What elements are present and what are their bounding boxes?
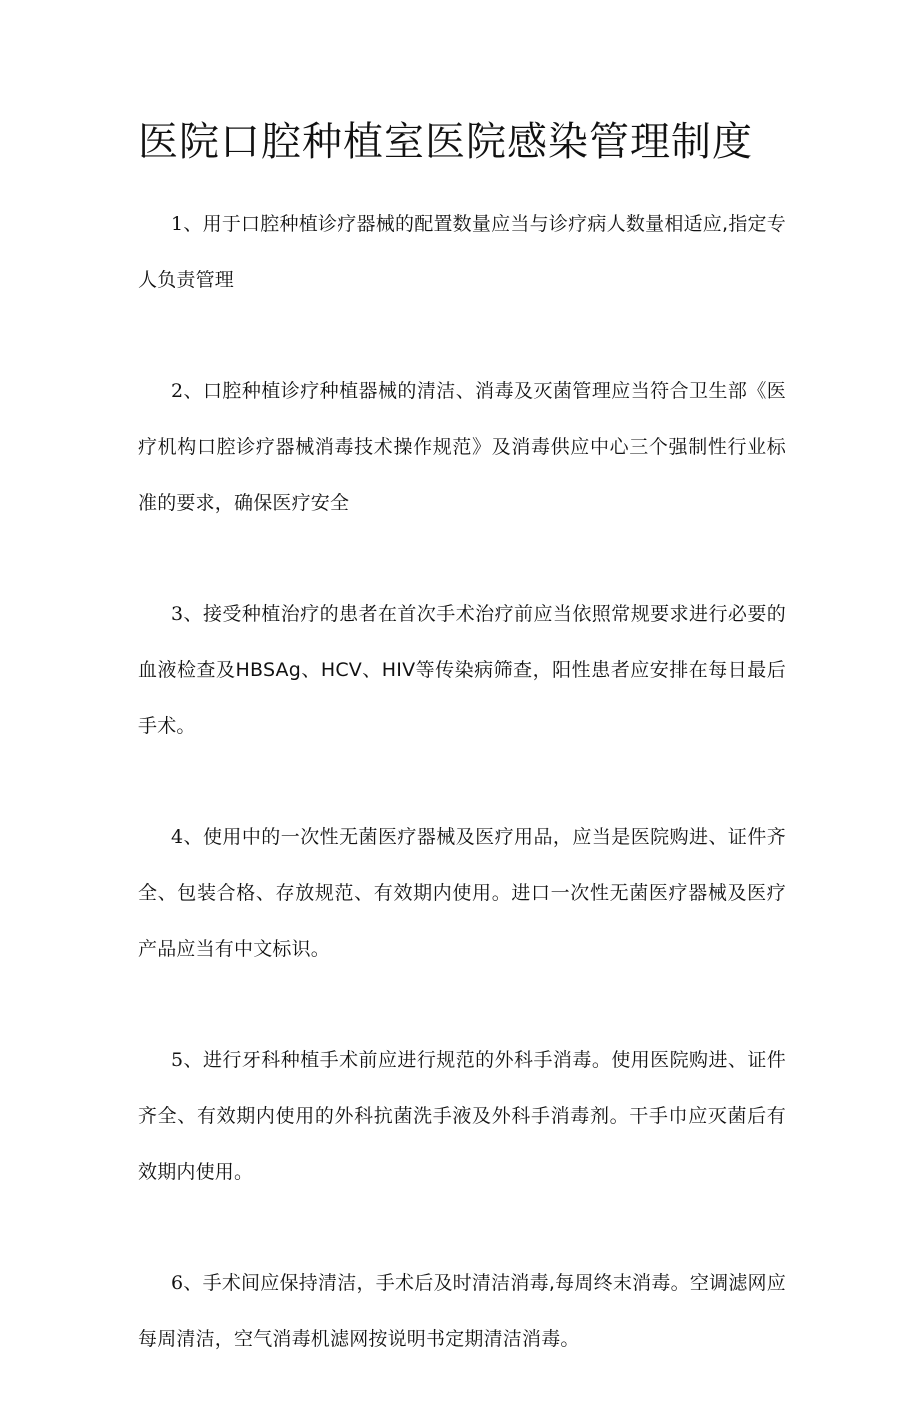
- clause-list: [138, 196, 786, 1422]
- clause-number: 2、: [171, 380, 203, 402]
- clause-1: [138, 196, 786, 308]
- clause-5: [138, 1032, 786, 1200]
- clause-number: 5、: [171, 1049, 203, 1071]
- clause-text: 接受种植治疗的患者在首次手术治疗前应当依照常规要求进行必要的血液检查及HBSAg、HCV、HIV等传染病筛查，阳性患者应安排在每日最后手术。: [138, 603, 786, 737]
- clause-6: [138, 1255, 786, 1367]
- clause-text: 口腔种植诊疗种植器械的清洁、消毒及灭菌管理应当符合卫生部《医疗机构口腔诊疗器械消毒技术操作规范》及消毒供应中心三个强制性行业标准的要求，确保医疗安全: [138, 380, 786, 514]
- clause-number: 3、: [171, 603, 203, 625]
- clause-text: 进行牙科种植手术前应进行规范的外科手消毒。使用医院购进、证件齐全、有效期内使用的外科抗菌洗手液及外科手消毒剂。干手巾应灭菌后有效期内使用。: [138, 1049, 786, 1183]
- document-title: 医院口腔种植室医院感染管理制度: [138, 119, 753, 165]
- clause-text: 使用中的一次性无菌医疗器械及医疗用品，应当是医院购进、证件齐全、包装合格、存放规范、有效期内使用。进口一次性无菌医疗器械及医疗产品应当有中文标识。: [138, 826, 786, 960]
- clause-number: 4、: [171, 826, 203, 848]
- clause-2: [138, 363, 786, 531]
- clause-text: 手术间应保持清洁，手术后及时清洁消毒,每周终末消毒。空调滤网应每周清洁，空气消毒机滤网按说明书定期清洁消毒。: [138, 1272, 786, 1350]
- clause-4: [138, 809, 786, 977]
- clause-3: [138, 586, 786, 754]
- clause-number: 6、: [171, 1272, 203, 1294]
- clause-text: 用于口腔种植诊疗器械的配置数量应当与诊疗病人数量相适应,指定专人负责管理: [138, 213, 786, 291]
- clause-number: 1、: [171, 213, 203, 235]
